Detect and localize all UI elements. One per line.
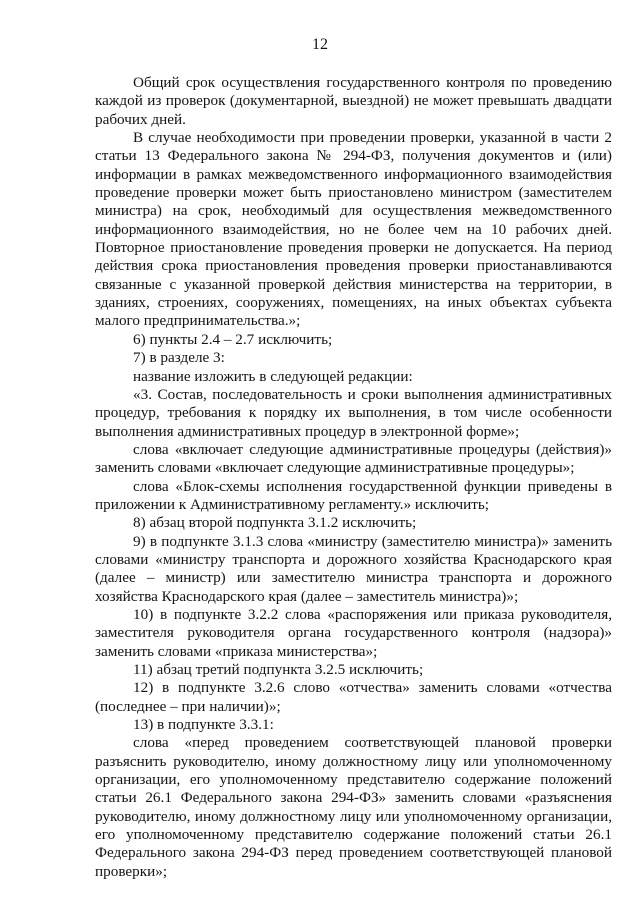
paragraph: «3. Состав, последовательность и сроки выполнения административных процедур, требования к порядку их выполнения, в том числе особенности выполнения административных процедур в электронной форме»; [95, 385, 612, 440]
paragraph: Общий срок осуществления государственного контроля по проведению каждой из проверок (документарной, выездной) не может превышать двадцати рабочих дней. [95, 74, 612, 128]
paragraph: слова «Блок-схемы исполнения государственной функции приведены в приложении к Административному регламенту.» исключить; [95, 477, 612, 513]
paragraph: 11) абзац третий подпункта 3.2.5 исключить; [133, 661, 424, 678]
page-number: 12 [312, 36, 328, 53]
body-text [95, 74, 612, 881]
paragraph: 8) абзац второй подпункта 3.1.2 исключить; [133, 514, 417, 532]
paragraph: 6) пункты 2.4 – 2.7 исключить; [133, 330, 333, 348]
paragraph: слова «включает следующие административные процедуры (действия)» заменить словами «включает следующие административные процедуры»; [95, 440, 612, 477]
paragraph: 7) в разделе 3: [133, 349, 225, 367]
paragraph: 12) в подпункте 3.2.6 слово «отчества» заменить словами «отчества (последнее – при наличии)»; [95, 679, 612, 715]
paragraph: слова «перед проведением соответствующей плановой проверки разъяснить руководителю, иному должностному лицу или уполномоченному организации, его уполномоченному представителю содержание положений статьи 26.1 Федерального закона 294-ФЗ» заменить словами «разъяснения руководителю, иному должностному лицу или уполномоченному организации, его уполномоченному представителю содержание положений статьи 26.1 Федерального закона 294-ФЗ перед проведением соответствующей плановой проверки»; [95, 734, 612, 880]
paragraph: 10) в подпункте 3.2.2 слова «распоряжения или приказа руководителя, заместителя руководителя органа государственного контроля (надзора)» заменить словами «приказа министерства»; [95, 605, 612, 660]
paragraph: 13) в подпункте 3.3.1: [133, 716, 274, 734]
paragraph: 9) в подпункте 3.1.3 слова «министру (заместителю министра)» заменить словами «министру транспорта и дорожного хозяйства Краснодарского края (далее – министр) или заместителю министра транспорта и дорожного хозяйства Краснодарского края (далее – заместитель министра)»; [95, 532, 612, 605]
paragraph: название изложить в следующей редакции: [133, 367, 413, 385]
paragraph: В случае необходимости при проведении проверки, указанной в части 2 статьи 13 Федерального закона № 294-ФЗ, получения документов и (или) информации в рамках межведомственного информационного взаимодействия проведение проверки может быть приостановлено министром (заместителем министра) на срок, необходимый для осуществления межведомственного информационного взаимодействия, но не более чем на 10 рабочих дней. Повторное приостановление проведения проверки не допускается. На период действия срока приостановления проведения проверки приостанавливаются связанные с указанной проверкой действия министерства на территории, в зданиях, строениях, сооружениях, помещениях, на иных объектах субъекта малого предпринимательства.»; [95, 129, 612, 330]
